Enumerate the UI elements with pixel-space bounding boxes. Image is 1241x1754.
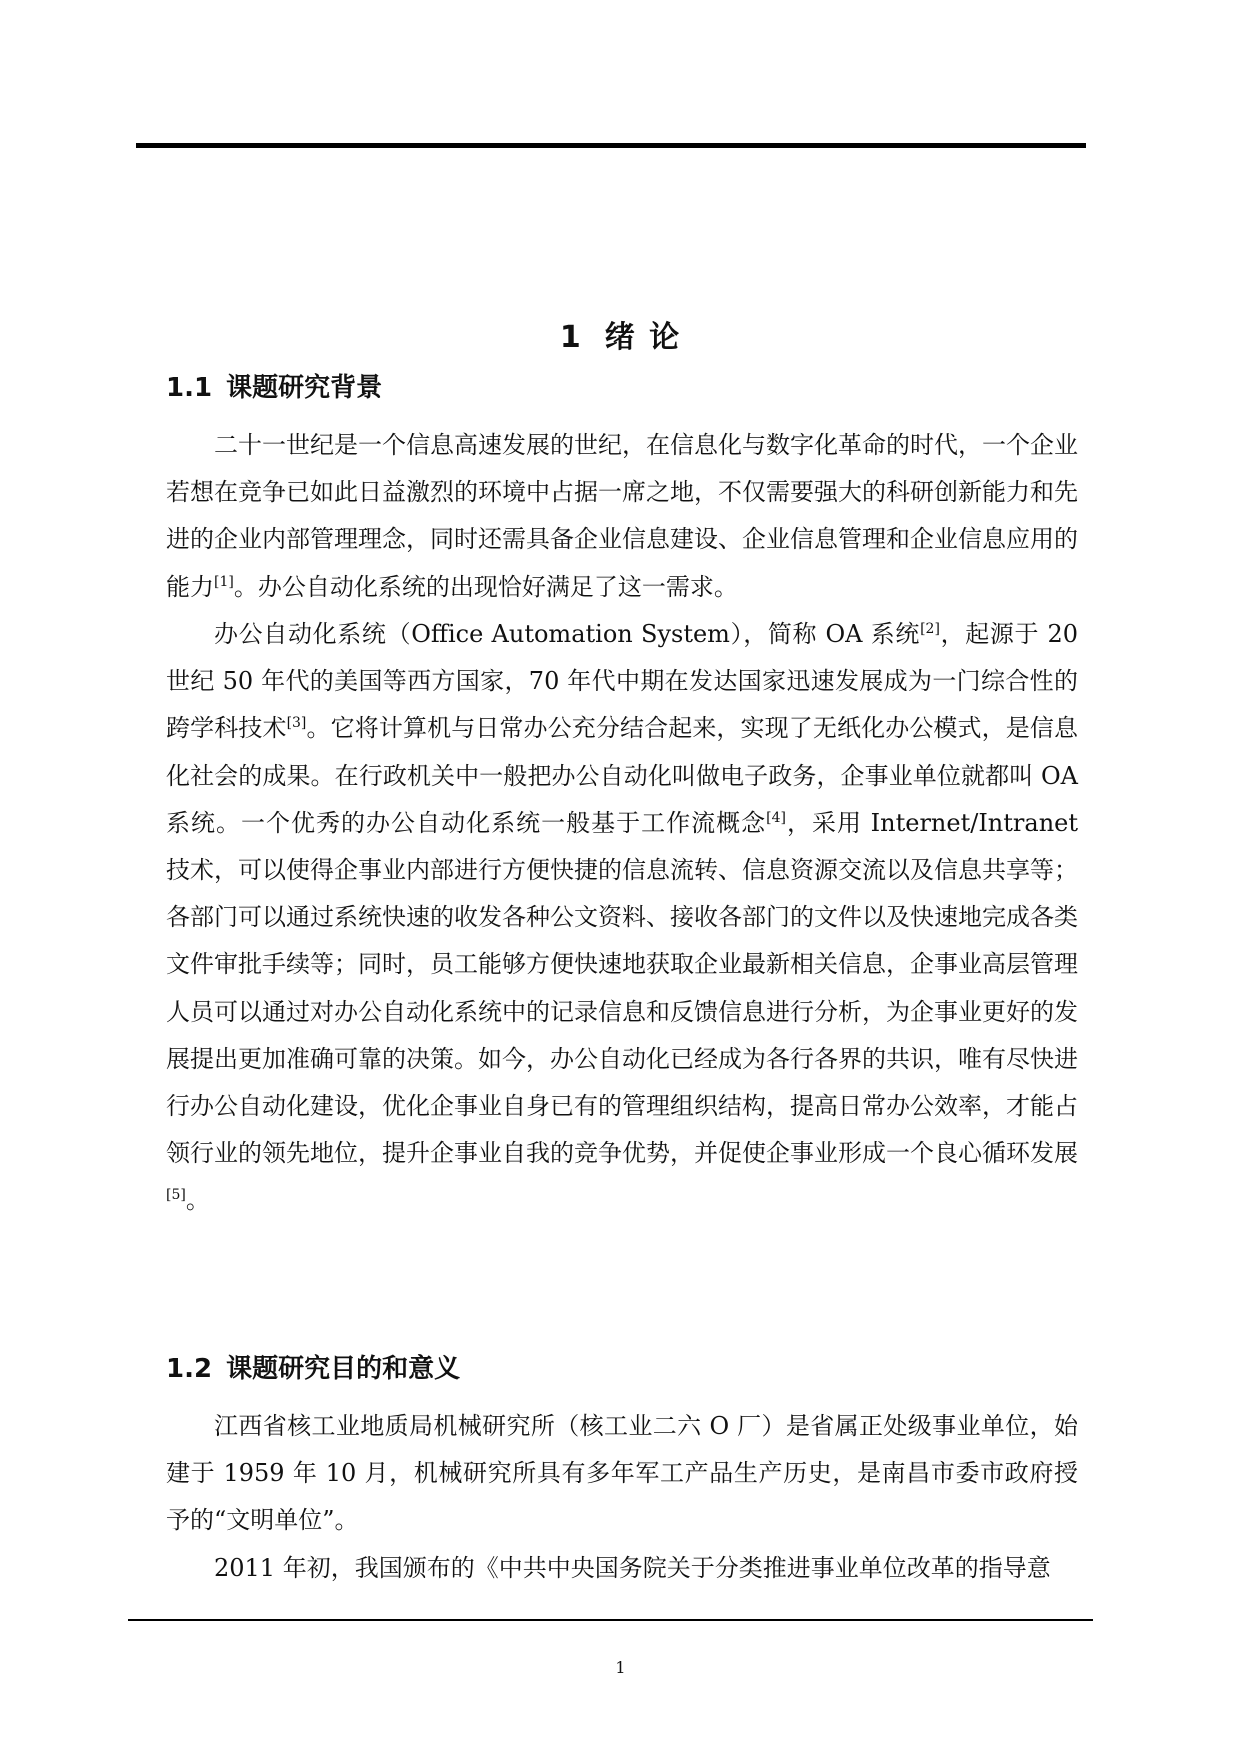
page-number: 1 <box>615 1658 626 1677</box>
citation: [1] <box>214 573 234 590</box>
header-rule <box>136 143 1086 148</box>
paragraph-text: 二十一世纪是一个信息高速发展的世纪，在信息化与数字化革命的时代，一个企业若想在竞争已如此日益激烈的环境中占据一席之地，不仅需要强大的科研创新能力和先进的企业内部管理理念，同时还需具备企业信息建设、企业信息管理和企业信息应用的能力 <box>166 431 1078 601</box>
paragraph-background-2 <box>166 611 1078 1225</box>
section-heading-1-1 <box>166 367 382 404</box>
paragraph-text: 2011 年初，我国颁布的《中共中央国务院关于分类推进事业单位改革的指导意 <box>214 1554 1051 1582</box>
section-number: 1.1 <box>166 373 213 403</box>
paragraph-text: 。 <box>185 1186 210 1215</box>
chapter-title-text: 绪 论 <box>604 320 682 355</box>
section-number: 1.2 <box>166 1354 213 1384</box>
paragraph-text: 。它将计算机与日常办公充分结合起来，实现了无纸化办公模式，是信息化社会的成果。在行政机关中一般把办公自动化叫做电子政务，企事业单位就都叫 OA 系统。一个优秀的办公自动化系统一般基于工作流概念 <box>166 714 1078 837</box>
paragraph-purpose-1 <box>166 1403 1078 1545</box>
section-heading-1-2 <box>166 1348 460 1385</box>
citation: [5] <box>166 1187 186 1204</box>
paragraph-text: ，采用 Internet/Intranet 技术，可以使得企事业内部进行方便快捷的信息流转、信息资源交流以及信息共享等；各部门可以通过系统快速的收发各种公文资料、接收各部门的文件以及快速地完成各类文件审批手续等；同时，员工能够方便快速地获取企业最新相关信息，企事业高层管理人员可以通过对办公自动化系统中的记录信息和反馈信息进行分析，为企事业更好的发展提出更加准确可靠的决策。如今，办公自动化已经成为各行各界的共识，唯有尽快进行办公自动化建设，优化企事业自身已有的管理组织结构，提高日常办公效率，才能占领行业的领先地位，提升企事业自我的竞争优势，并促使企事业形成一个良心循环发展 <box>166 808 1078 1168</box>
paragraph-purpose-2 <box>166 1545 1078 1592</box>
section-title: 课题研究目的和意义 <box>226 1354 461 1384</box>
citation: [4] <box>766 809 787 826</box>
paragraph-text: 。办公自动化系统的出现恰好满足了这一需求。 <box>233 572 738 601</box>
paragraph-background-1 <box>166 422 1078 611</box>
paragraph-text: 办公自动化系统（Office Automation System），简称 OA 系统 <box>214 620 921 648</box>
section-title: 课题研究背景 <box>226 373 383 403</box>
footer-rule <box>128 1619 1093 1621</box>
citation: [2] <box>920 621 940 637</box>
citation: [3] <box>286 715 307 732</box>
chapter-number: 1 <box>559 320 583 355</box>
paragraph-text: ，起源于 20 世纪 50 年代的美国等西方国家，70 年代中期在发达国家迅速发展成为一门综合性的跨学科技术 <box>166 620 1079 743</box>
chapter-title <box>0 312 1241 356</box>
paragraph-text: 江西省核工业地质局机械研究所（核工业二六 O 厂）是省属正处级事业单位，始建于 1959 年 10 月，机械研究所具有多年军工产品生产历史，是南昌市委市政府授予的“文明单位”。 <box>166 1412 1078 1535</box>
